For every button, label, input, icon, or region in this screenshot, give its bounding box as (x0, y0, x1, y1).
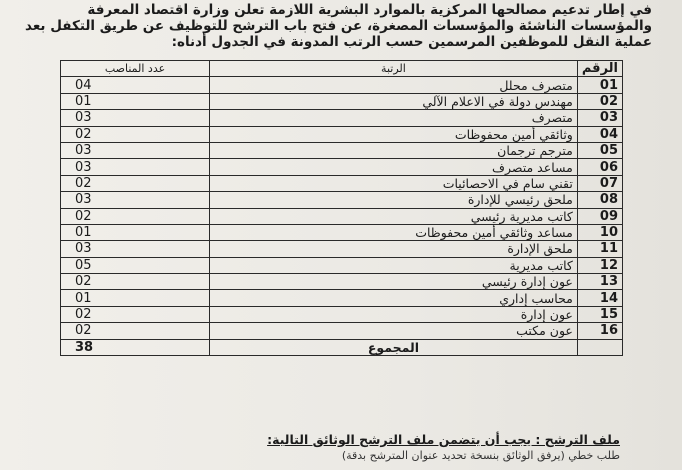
row-count: 02 (61, 274, 210, 290)
intro-line-3: عملية النقل للموظفين المرسمين حسب الرتب المدونة في الجدول أدناه: (171, 34, 652, 50)
table-row (61, 274, 623, 290)
row-num: 16 (577, 323, 622, 339)
row-rank: عون إدارة رئيسي (210, 274, 578, 290)
row-num: 10 (577, 224, 622, 240)
row-count: 01 (61, 93, 210, 109)
table-row (61, 290, 623, 306)
row-rank: متصرف محلل (210, 77, 578, 93)
row-rank: مترجم ترجمان (210, 142, 578, 158)
table-row (61, 257, 623, 273)
row-num: 09 (577, 208, 622, 224)
row-num: 14 (577, 290, 622, 306)
table-row (61, 241, 623, 257)
intro-line-2: والمؤسسات الناشئة والمؤسسات المصغرة، عن فتح باب الترشح للتوظيف عن طريق التكفل بعد (25, 18, 652, 34)
row-rank: وثائقي أمين محفوظات (210, 126, 578, 142)
row-num: 05 (577, 142, 622, 158)
row-rank: مساعد متصرف (210, 159, 578, 175)
file-requirements (20, 432, 620, 462)
table-row (61, 208, 623, 224)
row-rank: مساعد وثائقي أمين محفوظات (210, 224, 578, 240)
file-requirements-sub: طلب خطي (يرفق الوثائق بنسخة تحديد عنوان المترشح بدقة) (341, 449, 620, 462)
row-count: 02 (61, 208, 210, 224)
table-header-row (61, 61, 623, 77)
positions-table (60, 60, 623, 356)
row-rank: ملحق رئيسي للإدارة (210, 192, 578, 208)
row-num: 08 (577, 192, 622, 208)
table-row (61, 192, 623, 208)
intro-line-1: في إطار تدعيم مصالحها المركزية بالموارد البشرية اللازمة تعلن وزارة اقتصاد المعرفة (87, 2, 652, 18)
row-num: 04 (577, 126, 622, 142)
row-rank: عون إدارة (210, 306, 578, 322)
row-count: 02 (61, 323, 210, 339)
header-rank: الرتبة (210, 61, 578, 77)
row-rank: ملحق الإدارة (210, 241, 578, 257)
row-rank: محاسب إداري (210, 290, 578, 306)
row-num: 12 (577, 257, 622, 273)
row-rank: كاتب مديرية (210, 257, 578, 273)
row-count: 01 (61, 224, 210, 240)
table-row (61, 93, 623, 109)
table-row (61, 77, 623, 93)
row-num: 02 (577, 93, 622, 109)
total-label: المجموع (210, 339, 578, 355)
row-num: 07 (577, 175, 622, 191)
row-count: 02 (61, 126, 210, 142)
row-num: 01 (577, 77, 622, 93)
table-row (61, 159, 623, 175)
row-count: 02 (61, 306, 210, 322)
intro-paragraph (12, 2, 652, 50)
row-rank: عون مكتب (210, 323, 578, 339)
row-count: 04 (61, 77, 210, 93)
total-empty-cell (577, 339, 622, 355)
table-row (61, 175, 623, 191)
header-count: عدد المناصب (61, 61, 210, 77)
row-num: 06 (577, 159, 622, 175)
row-rank: متصرف (210, 110, 578, 126)
row-num: 03 (577, 110, 622, 126)
row-num: 11 (577, 241, 622, 257)
row-rank: تقني سام في الاحصائيات (210, 175, 578, 191)
row-num: 13 (577, 274, 622, 290)
table-row (61, 126, 623, 142)
total-row (61, 339, 623, 355)
row-count: 03 (61, 241, 210, 257)
table-row (61, 323, 623, 339)
table-row (61, 142, 623, 158)
table-row (61, 224, 623, 240)
row-rank: مهندس دولة في الاعلام الآلي (210, 93, 578, 109)
row-num: 15 (577, 306, 622, 322)
total-value: 38 (61, 339, 210, 355)
row-count: 02 (61, 175, 210, 191)
row-count: 03 (61, 142, 210, 158)
header-num: الرقم (577, 61, 622, 77)
file-requirements-title: ملف الترشح : يجب أن يتضمن ملف الترشح الوثائق التالية: (267, 432, 620, 447)
row-count: 05 (61, 257, 210, 273)
row-count: 03 (61, 159, 210, 175)
row-rank: كاتب مديرية رئيسي (210, 208, 578, 224)
table-row (61, 110, 623, 126)
row-count: 03 (61, 110, 210, 126)
row-count: 01 (61, 290, 210, 306)
table-row (61, 306, 623, 322)
row-count: 03 (61, 192, 210, 208)
